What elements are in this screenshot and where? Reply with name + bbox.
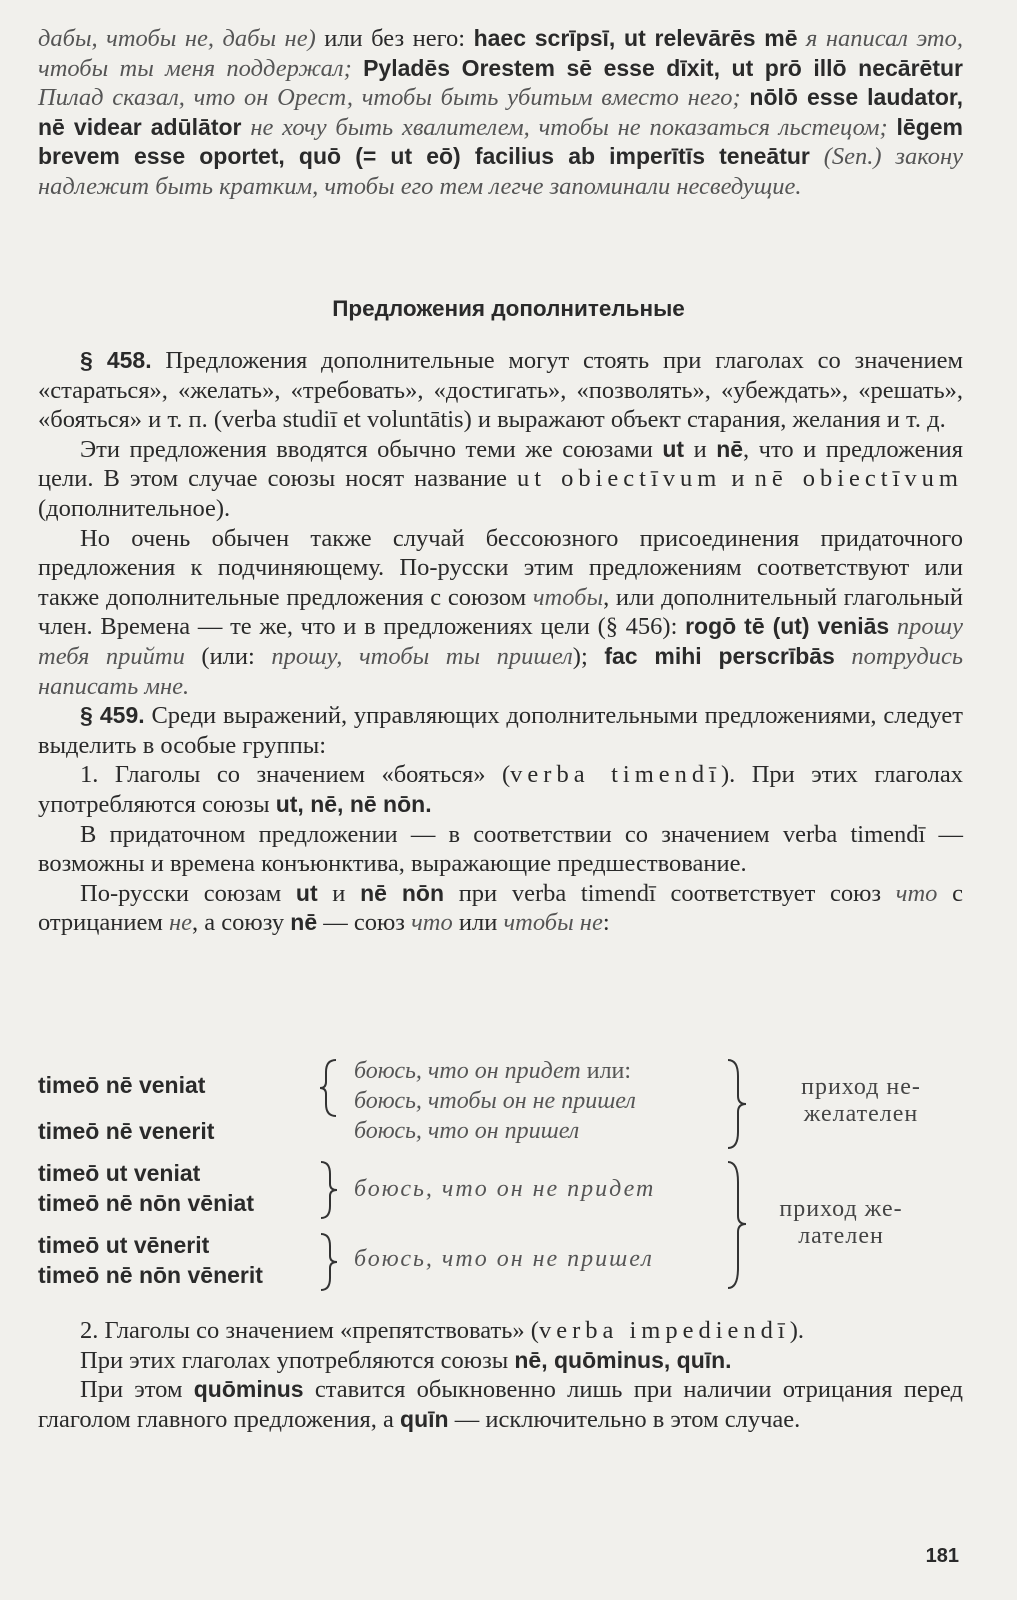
example-russian: боюсь, что он не пришел — [354, 1246, 654, 1272]
paragraph-459-text: Среди выражений, управляющих дополнительными предложениями, следует выделить в особые группы: — [38, 702, 963, 759]
paragraph-quominus — [38, 1375, 963, 1434]
russian-term: что — [411, 909, 453, 937]
latin-example: rogō tē (ut) veniās — [685, 613, 890, 640]
paragraph-458-text: Предложения дополнительные могут стоять при глаголах со значением «стараться», «желать», «требовать», «достигать», «позволять», «убеждать», «решать», «бояться» и т. п. (verba studiī et voluntātis) и выражают объект старания, желания и т. д. — [38, 347, 964, 434]
top-lat-4: lēgem brevem esse oportet, quō (= ut eō) facilius ab imperītīs teneātur — [38, 113, 964, 170]
example-latin: timeō nē veniat — [38, 1072, 206, 1098]
russian-term: чтобы — [532, 583, 604, 611]
right-brace-icon — [724, 1160, 748, 1290]
text-span: ). — [789, 1317, 805, 1344]
top-text-1: или без него: — [315, 25, 474, 52]
latin-example: fac mihi perscrībās — [604, 642, 835, 669]
russian-term: что — [895, 879, 938, 907]
paragraph-conjunctions-2 — [38, 1346, 963, 1376]
text-span: с отрицанием — [38, 879, 963, 937]
russian-translation: прошу, чтобы ты пришел — [271, 642, 573, 670]
right-brace-icon — [724, 1058, 748, 1150]
latin-term: nē nōn — [360, 879, 445, 906]
text-span: и — [684, 435, 717, 463]
paragraph-conjunctions — [38, 435, 963, 524]
example-latin: timeō nē venerit — [38, 1118, 215, 1144]
section-heading: Предложения дополнительные — [332, 296, 685, 321]
text-span: В придаточном предложении — в соответствии со значением verba timendī — возможны и времена конъюнктива, выражающие предшествование. — [38, 820, 963, 878]
text-span: (дополнительное). — [38, 494, 231, 522]
text-span: При этих глаголах употребляются союзы — [80, 1346, 515, 1374]
example-latin: timeō nē nōn vēniat — [38, 1190, 254, 1216]
spaced-term: verba timendī — [510, 761, 721, 789]
top-lat-3: nōlō esse laudator, nē videar adūlātor — [38, 84, 963, 140]
paragraph-verba-timendi — [38, 760, 963, 819]
latin-term: ut — [295, 879, 318, 906]
text-span: Эти предложения вводятся обычно теми же союзами — [80, 435, 663, 463]
paragraph-russian-equivalents — [38, 879, 963, 938]
paragraph-458 — [38, 346, 963, 435]
text-span: — союз — [317, 909, 412, 937]
lower-body — [38, 1316, 963, 1434]
russian-translation: прошу тебя прийти — [38, 613, 963, 670]
example-latin: timeō nē nōn vēnerit — [38, 1262, 263, 1288]
paragraph-subordinate — [38, 820, 963, 879]
text-span: При этом — [80, 1376, 194, 1404]
note-line: желателен — [803, 1101, 919, 1127]
left-brace-icon — [318, 1058, 342, 1118]
latin-term: quīn — [400, 1405, 449, 1432]
paragraph-459 — [38, 701, 963, 760]
text-span: и — [721, 465, 755, 493]
text-span: боюсь, что он придет — [354, 1058, 581, 1084]
text-span: , что и предложения цели. В этом случае союзы носят название — [38, 435, 963, 493]
page-number: 181 — [925, 1545, 959, 1567]
latin-term: ut, nē, nē nōn. — [275, 790, 432, 817]
section-number-458: § 458. — [80, 347, 152, 373]
spaced-term: verba impediendī — [538, 1317, 790, 1344]
text-span: ставится обыкновенно лишь при наличии отрицания перед глаголом главного предложения, а — [38, 1376, 963, 1433]
text-span: , а союзу — [192, 909, 291, 937]
main-body — [38, 346, 963, 938]
russian-term: чтобы не — [503, 909, 603, 937]
text-span: Но очень обычен также случай бессоюзного присоединения придаточного предложения к подчиняющему. По-русски этим предложениям соответствуют или также дополнительные предложения с союзом — [38, 524, 963, 611]
right-brace-icon — [318, 1160, 340, 1220]
top-rus-3: Пилад сказал, что он Орест, чтобы быть убитым вместо него; — [38, 84, 741, 112]
text-span: — исключительно в этом случае. — [448, 1405, 801, 1433]
russian-translation: потрудись написать мне. — [38, 642, 964, 700]
text-span: 1. Глаголы со значением «бояться» ( — [80, 761, 511, 789]
note-line: приход же- — [779, 1196, 903, 1222]
text-span: при verba timendī соответствует союз — [444, 879, 896, 907]
spaced-term: nē obiectīvum — [754, 465, 963, 493]
note-line: приход не- — [801, 1074, 921, 1100]
top-paragraph — [38, 24, 963, 202]
example-russian: боюсь, что он пришел — [354, 1118, 580, 1144]
text-span: ); — [572, 642, 605, 670]
section-number-459: § 459. — [80, 702, 145, 729]
paragraph-asyndeton — [38, 524, 963, 702]
text-span: 2. Глаголы со значением «препятствовать» ( — [80, 1317, 539, 1344]
note-desired — [756, 1196, 926, 1250]
note-undesired — [756, 1074, 966, 1128]
example-latin: timeō ut veniat — [38, 1160, 201, 1186]
example-russian — [354, 1058, 631, 1085]
text-span: , или дополнительный глагольный член. Времена — те же, что и в предложениях цели (§ 456): — [38, 583, 964, 641]
text-span: (или: — [184, 642, 272, 670]
text-span: : — [602, 909, 610, 937]
top-rus-1: дабы, чтобы не, дабы не) — [38, 25, 316, 52]
top-lat-1: haec scrīpsī, ut relevārēs mē — [473, 25, 798, 51]
text-span: ). При этих глаголах употребляются союзы — [38, 761, 963, 818]
text-span: или: — [580, 1058, 632, 1084]
top-rus-5: (Sen.) закону надлежит быть кратким, чтобы его тем легче запоминали несведущие. — [38, 143, 964, 200]
example-russian: боюсь, что он не придет — [354, 1176, 656, 1202]
latin-term: nē — [290, 909, 318, 936]
latin-term: quōminus — [193, 1376, 304, 1403]
right-brace-icon — [318, 1232, 340, 1292]
russian-term: не — [169, 909, 193, 937]
example-latin: timeō ut vēnerit — [38, 1232, 210, 1258]
example-russian: боюсь, чтобы он не пришел — [354, 1088, 636, 1114]
text-span: и — [317, 879, 361, 907]
text-span: или — [452, 909, 504, 937]
latin-term: nē — [716, 435, 744, 462]
top-rus-2: я написал это, чтобы ты меня поддержал; — [38, 25, 964, 82]
latin-term: nē, quōminus, quīn. — [514, 1346, 732, 1373]
top-rus-4: не хочу быть хвалителем, чтобы не показаться льстецом; — [250, 113, 888, 141]
paragraph-verba-impediendi — [38, 1316, 963, 1346]
top-lat-2: Pyladēs Orestem sē esse dīxit, ut prō illō necārētur — [363, 54, 963, 81]
latin-term: ut — [662, 435, 685, 462]
text-span: По-русски союзам — [80, 879, 296, 907]
spaced-term: ut obiectīvum — [517, 465, 722, 493]
note-line: лателен — [798, 1223, 884, 1249]
